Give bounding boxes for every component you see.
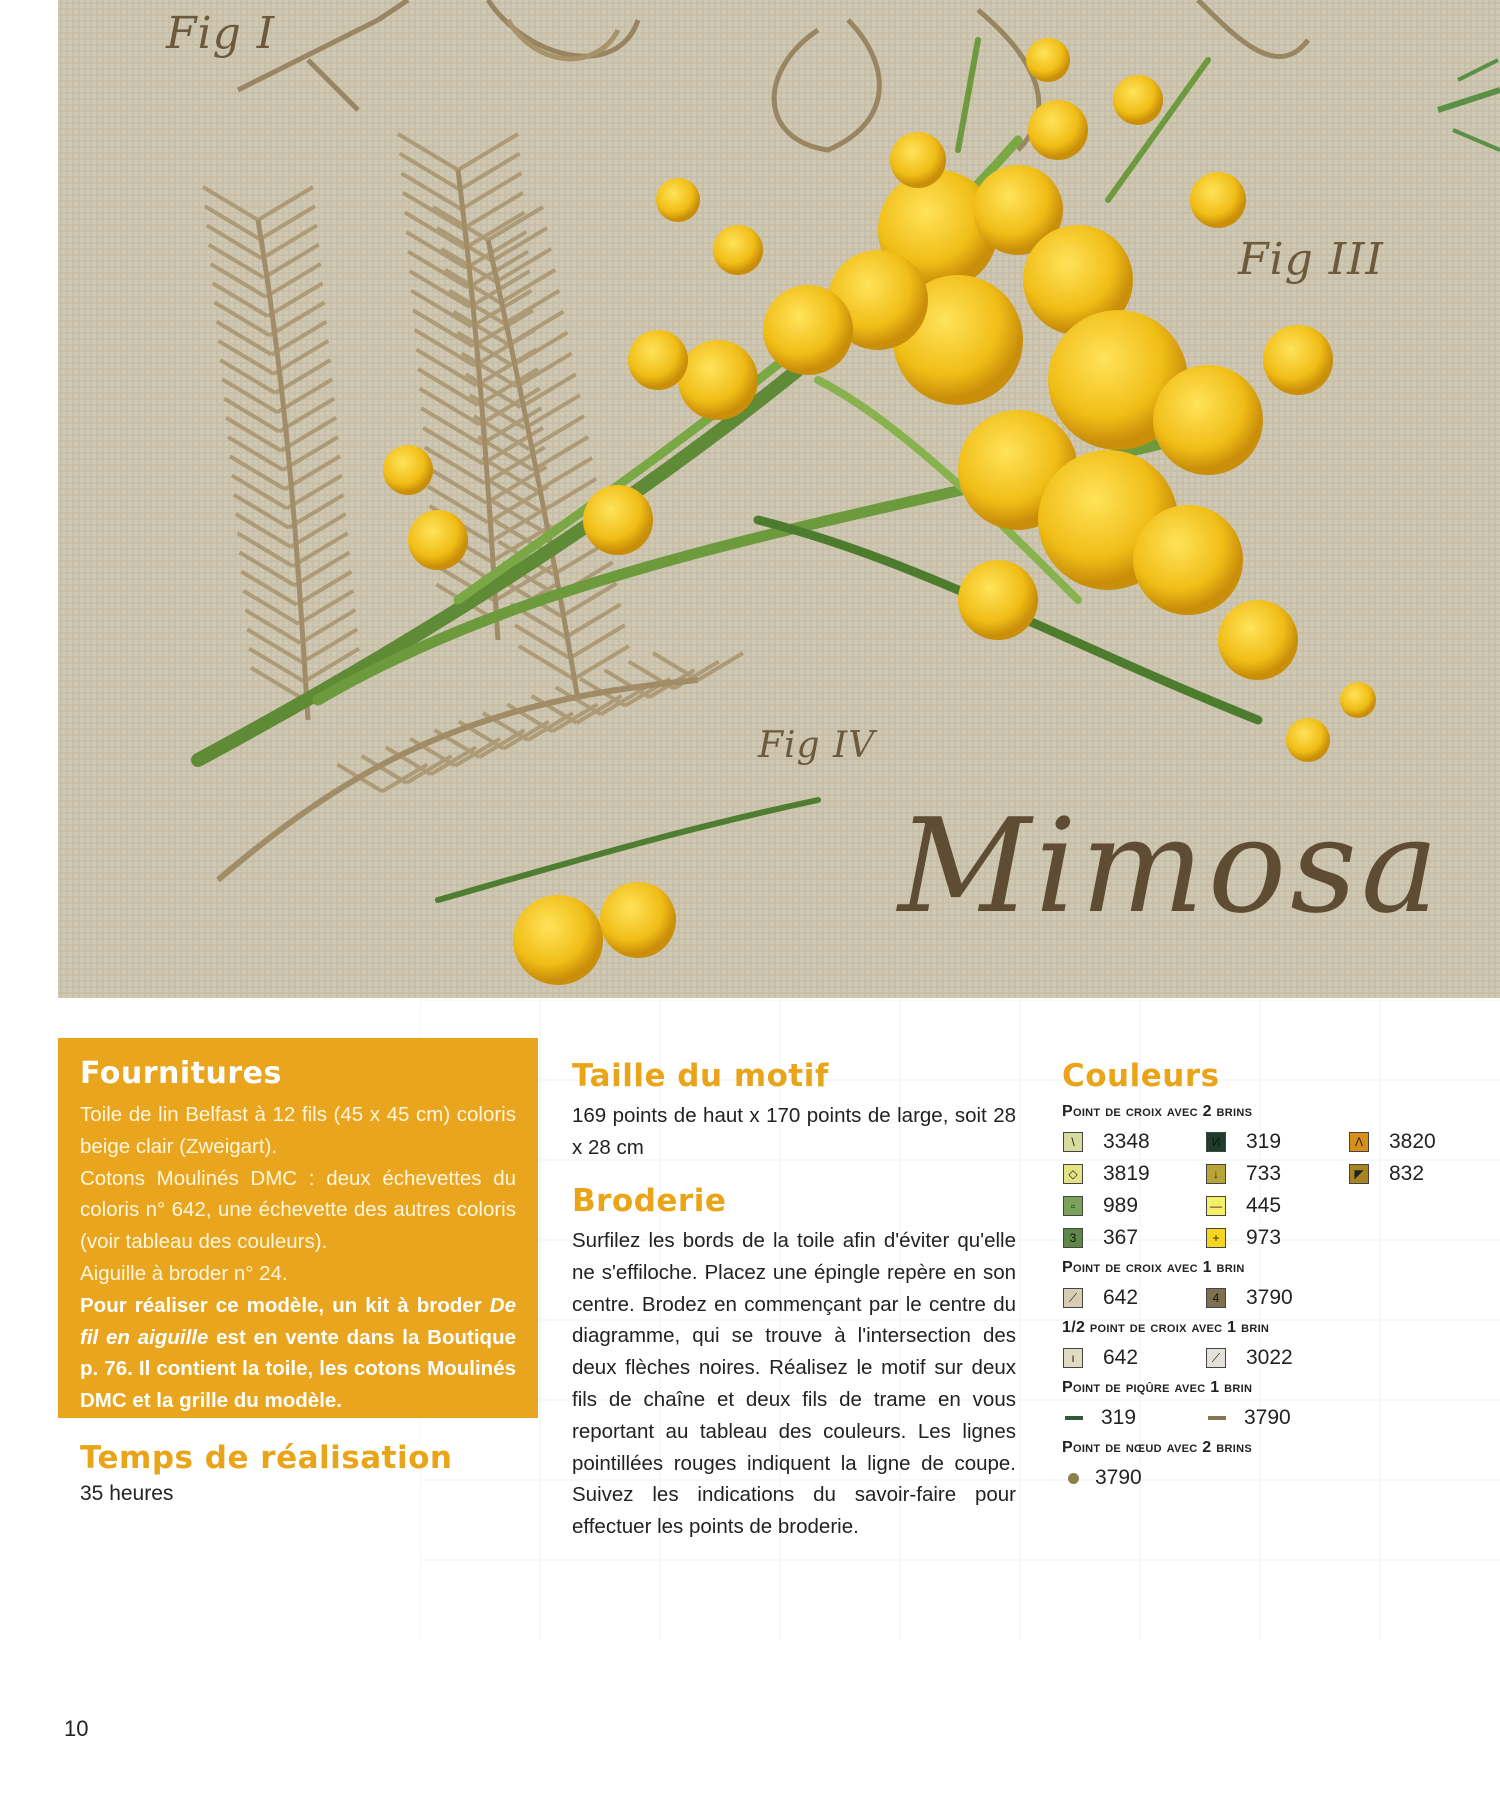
time-value: 35 heures [80,1482,174,1505]
mimosa-flower [713,225,763,275]
mimosa-flower [890,132,946,188]
embroidery-photo [58,0,1500,998]
color-swatch-icon: Λ [1349,1132,1369,1152]
mimosa-flower [600,882,676,958]
color-swatch-icon: \ [1063,1132,1083,1152]
dmc-color-number: 3790 [1095,1466,1142,1489]
dmc-color-number: 3790 [1246,1286,1293,1309]
color-entry [1062,1346,1205,1370]
dmc-color-number: 642 [1103,1286,1139,1309]
color-row [1062,1402,1492,1434]
color-entry [1062,1226,1205,1250]
supply-needle: Aiguille à broder n° 24. [80,1261,288,1285]
mimosa-flower [513,895,603,985]
stitch-type-heading: Point de piqûre avec 1 brin [1062,1379,1253,1396]
color-entry [1062,1194,1205,1218]
color-swatch-icon: + [1206,1228,1226,1248]
color-entry [1348,1130,1468,1154]
dmc-color-number: 3819 [1103,1162,1150,1185]
embroidery-heading: Broderie [572,1183,727,1219]
dmc-color-number: 832 [1389,1162,1425,1185]
dmc-color-number: 973 [1246,1226,1282,1249]
mimosa-flower [958,560,1038,640]
color-entry [1062,1162,1205,1186]
mimosa-flower [1113,75,1163,125]
supply-threads: Cotons Moulinés DMC : deux échevettes du coloris n° 642, une échevette des autres coloris (voir tableau des couleurs). [80,1166,516,1254]
color-entry [1205,1226,1348,1250]
mimosa-flower [1340,682,1376,718]
color-swatch-icon: 4 [1206,1288,1226,1308]
color-swatch-icon: ▫ [1063,1196,1083,1216]
mimosa-flower [1218,600,1298,680]
colors-heading: Couleurs [1062,1058,1220,1094]
stitch-type-heading: Point de croix avec 1 brin [1062,1259,1245,1276]
color-entry [1062,1406,1205,1430]
dmc-color-number: 989 [1103,1194,1139,1217]
color-entry [1205,1406,1348,1430]
dmc-color-number: 3022 [1246,1346,1293,1369]
mimosa-flower [1286,718,1330,762]
stitch-type-heading: Point de croix avec 2 brins [1062,1103,1253,1120]
color-entry [1348,1162,1468,1186]
color-swatch-icon: ↓ [1206,1164,1226,1184]
stitch-type-heading: 1/2 point de croix avec 1 brin [1062,1319,1270,1336]
mimosa-flower [1263,325,1333,395]
time-heading: Temps de réalisation [80,1440,453,1476]
color-legend [1062,1098,1492,1494]
kit-notice-brand: De fil en aiguille [80,1293,516,1349]
color-entry [1205,1286,1348,1310]
dmc-color-number: 319 [1101,1406,1137,1429]
dmc-color-number: 3348 [1103,1130,1150,1153]
supplies-heading: Fournitures [80,1056,282,1091]
kit-notice-suffix: est en vente dans la Boutique p. 76. Il contient la toile, les cotons Moulinés DMC et la grille du modèle. [80,1325,516,1413]
mimosa-flower [1153,365,1263,475]
color-swatch-icon: ◤ [1349,1164,1369,1184]
dmc-color-number: 642 [1103,1346,1139,1369]
embroidery-section [572,1183,1016,1543]
french-knot-dot-icon [1068,1473,1079,1484]
mimosa-flower [1028,100,1088,160]
dmc-color-number: 3820 [1389,1130,1436,1153]
color-entry [1205,1346,1348,1370]
mimosa-flower [763,285,853,375]
mimosa-flower [408,510,468,570]
embroidery-text: Surfilez les bords de la toile afin d'éviter qu'elle ne s'effiloche. Placez une épingle repère en son centre. Brodez en commençant par le centre du diagramme, qui se trouve à l'intersection des deux flèches noires. Réalisez le motif sur deux fils de chaîne et deux fils de trame en vous reportant au tableau des couleurs. Les lignes pointillées rouges indiquent la ligne de coupe. Suivez les indications du savoir-faire pour effectuer les points de broderie. [572,1229,1016,1539]
color-entry [1205,1130,1348,1154]
fig-1-label: Fig I [166,8,276,59]
color-swatch-icon: ⟋ [1063,1288,1083,1308]
color-entry [1205,1162,1348,1186]
size-section [572,1058,1016,1164]
dmc-color-number: 445 [1246,1194,1282,1217]
mimosa-flower [656,178,700,222]
color-row [1062,1222,1492,1254]
color-row [1062,1282,1492,1314]
supply-fabric: Toile de lin Belfast à 12 fils (45 x 45 cm) coloris beige clair (Zweigart). [80,1103,516,1158]
dmc-color-number: 319 [1246,1130,1282,1153]
mimosa-flower [383,445,433,495]
color-row [1062,1462,1492,1494]
size-text: 169 points de haut x 170 points de large, soit 28 x 28 cm [572,1104,1016,1159]
mimosa-flower [583,485,653,555]
colors-section [1062,1058,1492,1494]
backstitch-dash-icon [1065,1416,1083,1420]
stitch-type-heading: Point de nœud avec 2 brins [1062,1439,1252,1456]
mimosa-flower [678,340,758,420]
color-swatch-icon: И [1206,1132,1226,1152]
mimosa-flower [1133,505,1243,615]
color-entry [1062,1466,1205,1490]
kit-notice [80,1290,516,1417]
dmc-color-number: 367 [1103,1226,1139,1249]
mimosa-flower [1190,172,1246,228]
fig-3-label: Fig III [1238,234,1384,285]
backstitch-dash-icon [1208,1416,1226,1420]
fig-4-label: Fig IV [758,725,876,766]
color-entry [1062,1286,1205,1310]
mimosa-flower [1026,38,1070,82]
color-entry [1062,1130,1205,1154]
color-entry [1205,1194,1348,1218]
color-swatch-icon: ı [1063,1348,1083,1368]
color-swatch-icon: ◇ [1063,1164,1083,1184]
color-row [1062,1190,1492,1222]
mimosa-flower [628,330,688,390]
page-number: 10 [64,1716,89,1741]
color-row [1062,1342,1492,1374]
color-swatch-icon: — [1206,1196,1226,1216]
time-section [80,1440,452,1506]
mimosa-embroidered-title: Mimosa [898,790,1443,942]
color-row [1062,1126,1492,1158]
color-row [1062,1158,1492,1190]
color-swatch-icon: ⟋ [1206,1348,1226,1368]
color-swatch-icon: 3 [1063,1228,1083,1248]
dmc-color-number: 733 [1246,1162,1282,1185]
dmc-color-number: 3790 [1244,1406,1291,1429]
supplies-box [58,1038,538,1418]
size-heading: Taille du motif [572,1058,829,1094]
kit-notice-prefix: Pour réaliser ce modèle, un kit à broder [80,1293,482,1317]
